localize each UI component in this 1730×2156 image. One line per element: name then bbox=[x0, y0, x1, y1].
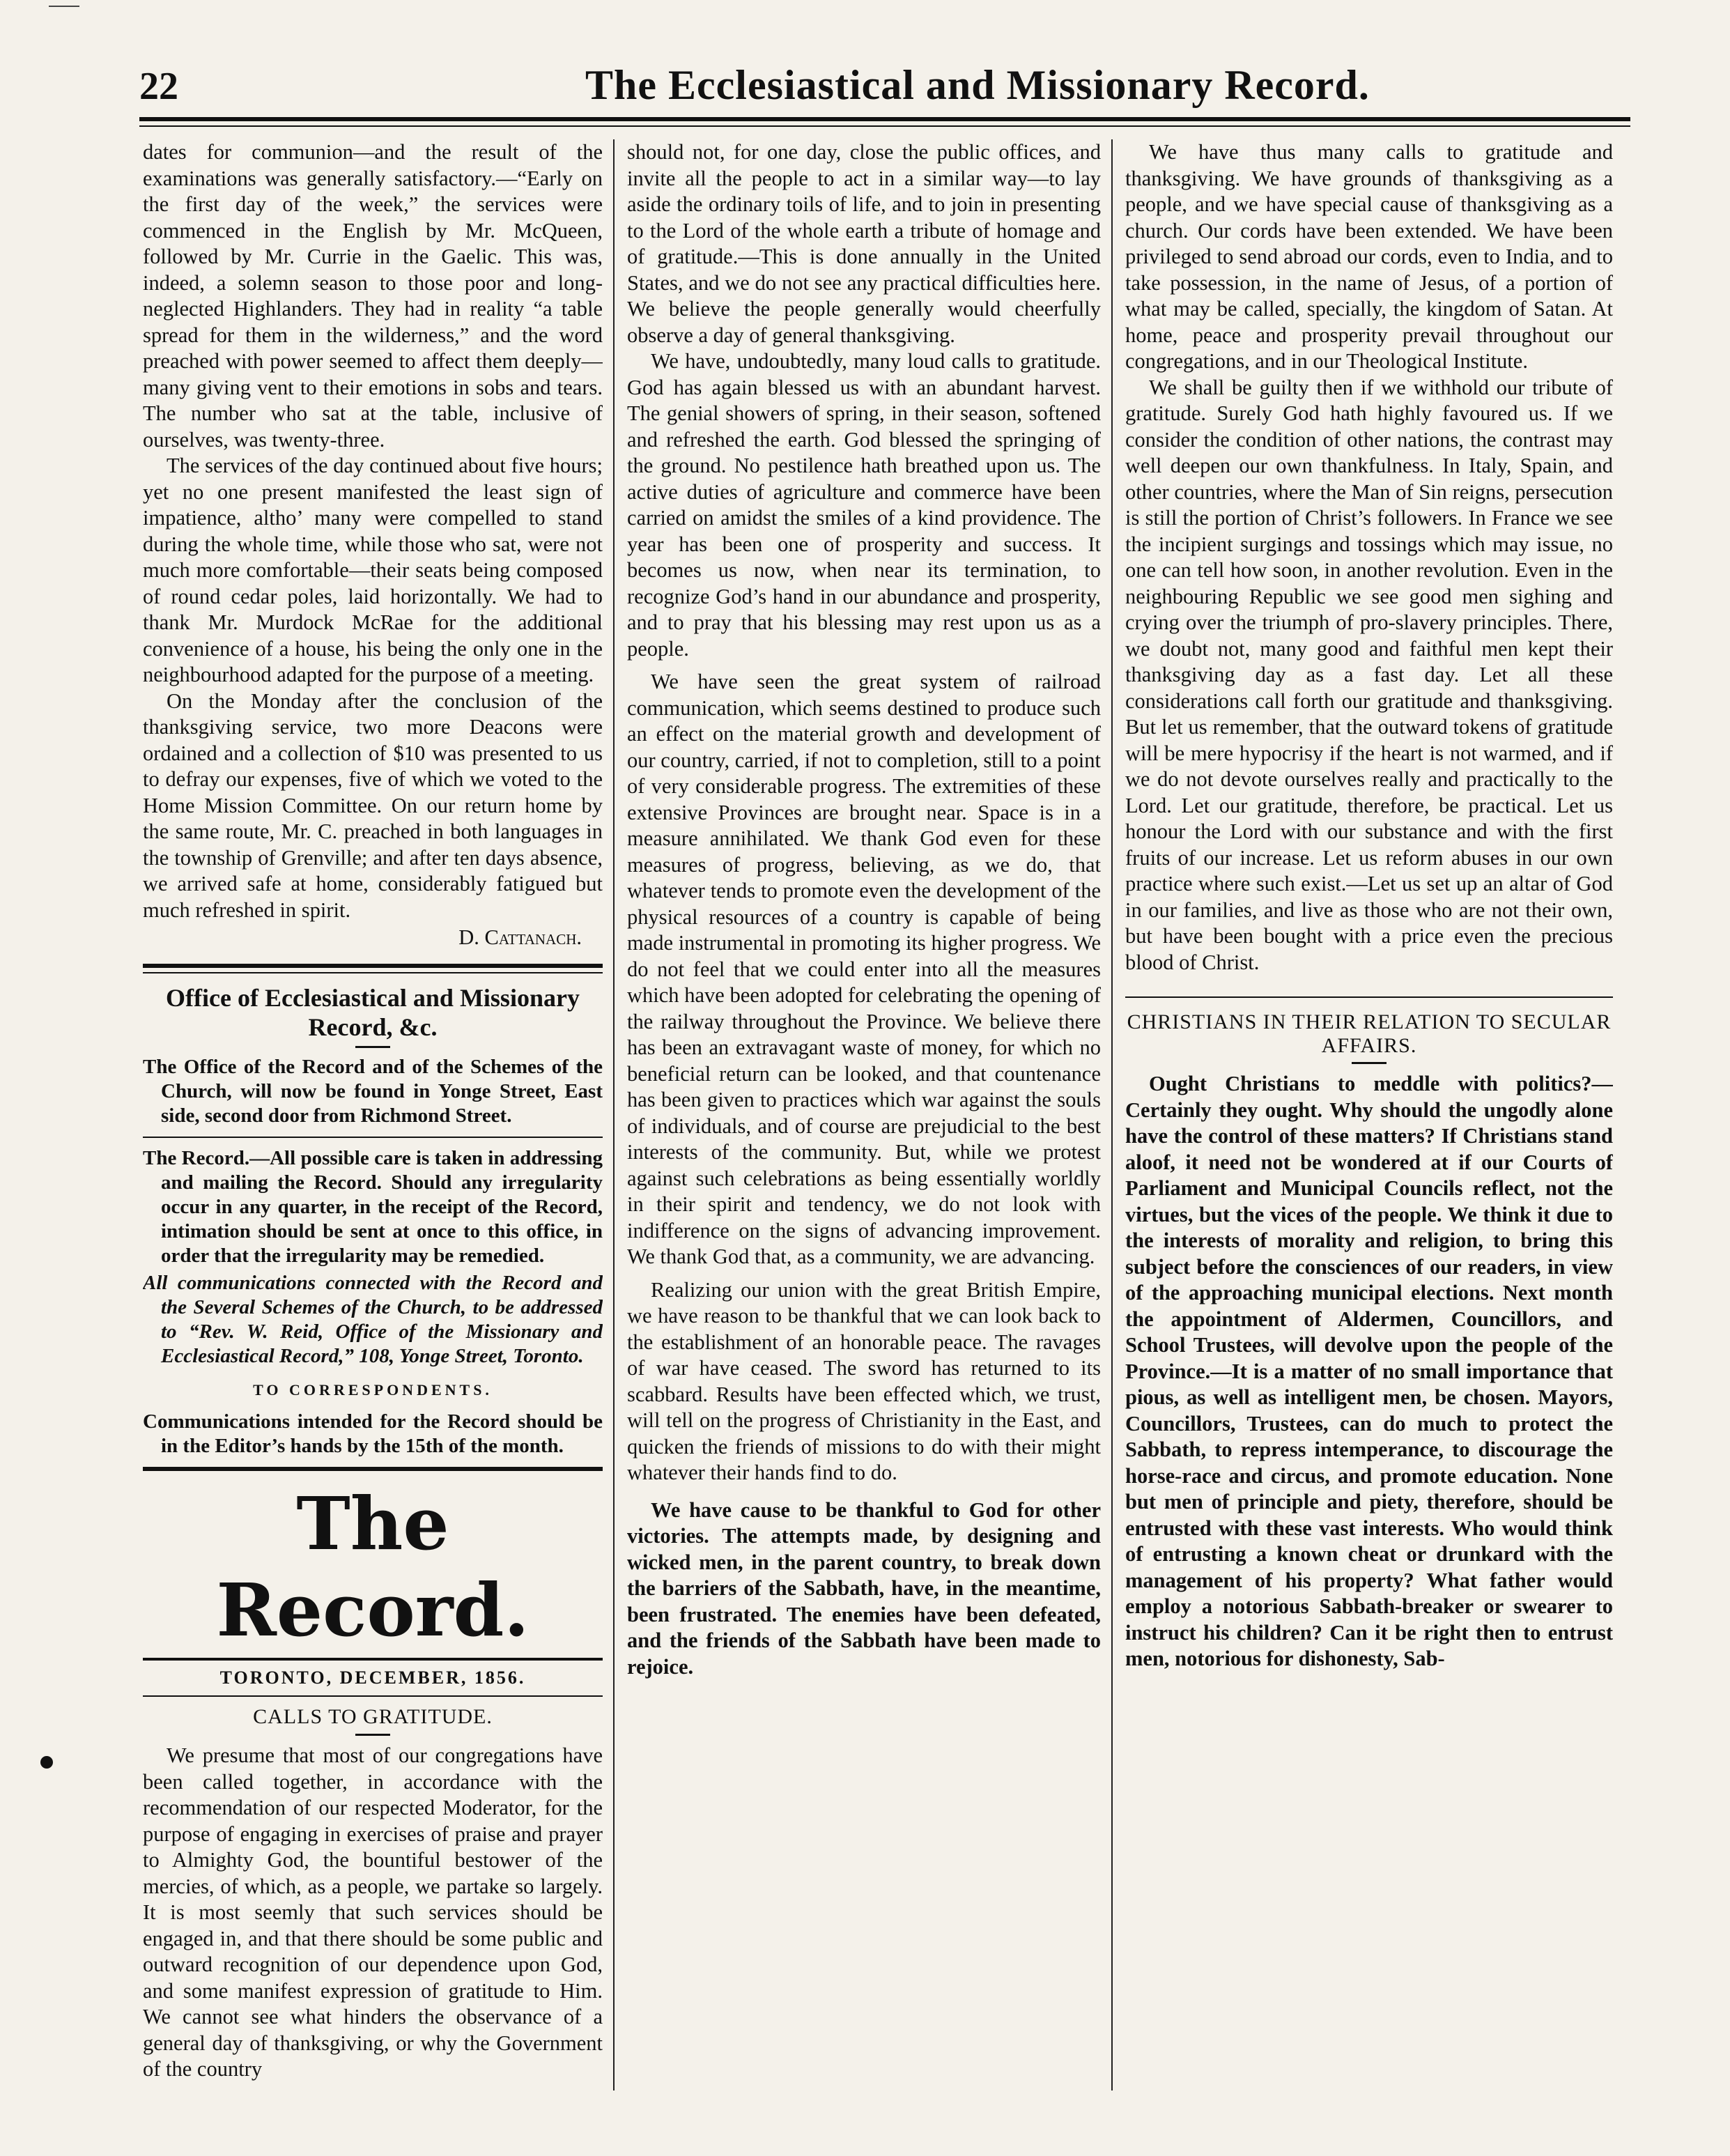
record-notice: The Record.—All possible care is taken in addressing and mailing the Record. Should any irregularity occur in any quarter, in the receipt of the Record, intimation should be sent at once to this office, in order that the irregularity may be remedied. bbox=[143, 1146, 603, 1267]
section-rule-thin bbox=[143, 972, 603, 973]
dateline: TORONTO, DECEMBER, 1856. bbox=[143, 1658, 603, 1697]
paragraph: Ought Christians to meddle with politics?—Certainly they ought. Why should the ungodly alone have the control of these matters? If Christians stand aloof, it need not be wondered at if our Courts of Parliament and Municipal Councils reflect, not the virtues, but the vices of the people. We think it due to the interests of morality and religion, to bring this subject before the consciences of our readers, in view of the approaching municipal elections. Next month the appointment of Aldermen, Councillors, and School Trustees, will devolve upon the people of the Province.—It is a matter of no small importance that pious, as well as intelligent men, be chosen. Mayors, Councillors, Trustees, can do much to protect the Sabbath, to repress intemperance, to discourage the horse-race and circus, and promote education. None but men of principle and piety, therefore, should be entrusted with these vast interests. Who would think of entrusting a known cheat or drunkard with the management of his property? What father would employ a notorious Sabbath-breaker or swearer to instruct his children? Can it be right then to entrust men, notorious for dishonesty, Sab- bbox=[1125, 1072, 1613, 1670]
section-rule bbox=[143, 964, 603, 968]
short-dash bbox=[355, 1734, 390, 1736]
paragraph: We have, undoubtedly, many loud calls to gratitude. God has again blessed us with an abundant harvest. The genial showers of spring, in their season, softened and refreshed the earth. God blessed the springing of the ground. No pestilence hath breathed upon us. The active duties of agriculture and commerce have been carried on amidst the smiles of a kind providence. The year has been one of prosperity and success. It becomes us now, when near its termination, to recognize God’s hand in our abundance and prosperity, and to pray that his blessing may rest upon us as a people. bbox=[627, 349, 1101, 661]
column-rule-1 bbox=[613, 139, 615, 2090]
paragraph: The services of the day continued about five hours; yet no one present manifested the least sign of impatience, altho’ many were compelled to stand during the whole time, while those who sat, were not much more comfortable—their seats being composed of round cedar poles, laid horizontally. We had to thank Mr. Murdock McRae for the additional convenience of a house, his being the only one in the neighbourhood adapted for the purpose of a meeting. bbox=[143, 454, 603, 686]
running-title: The Ecclesiastical and Missionary Record. bbox=[585, 62, 1370, 108]
section-rule bbox=[1125, 996, 1613, 998]
masthead: The Record. bbox=[216, 1481, 530, 1653]
corner-tick-mark bbox=[49, 6, 79, 7]
paragraph: We have seen the great system of railroad communication, which seems destined to produce such an effect on the material growth and development of our country, carried, if not to completion, still to a point of very considerable progress. The extremities of these extensive Provinces are brought near. Space is in a measure annihilated. We thank God even for these measures of progress, believing, as we do, that whatever tends to promote even the development of the physical resources of a country is capable of being made instrumental in promoting its higher progress. We do not feel that we could enter into all the measures which have been adopted for celebrating the opening of the railway throughout the Province. We believe there has been an extravagant waste of money, for which no beneficial return can be looked, and that countenance has been given to practices which war against the souls of individuals, and of course are prejudicial to the best interests of the community. But, while we protest against such celebrations as being essentially worldly in their spirit and tendency, we do not look with indifference on the signs of advancing improvement. We thank God that, as a community, we are advancing. bbox=[627, 670, 1101, 1268]
short-dash bbox=[355, 1046, 390, 1048]
short-dash bbox=[1352, 1062, 1387, 1064]
office-notice: The Office of the Record and of the Schemes of the Church, will now be found in Yonge Street, East side, second door from Richmond Street. bbox=[143, 1055, 603, 1127]
article-title: CALLS TO GRATITUDE. bbox=[253, 1704, 493, 1728]
page-number: 22 bbox=[139, 65, 178, 108]
paragraph: We have cause to be thankful to God for other victories. The attempts made, by designing and wicked men, in the parent country, to break down the barriers of the Sabbath, have, in the meantime, been frustrated. The enemies have been defeated, and the friends of the Sabbath have been made to rejoice. bbox=[627, 1497, 1101, 1679]
communications-notice: All communications connected with the Record and the Several Schemes of the Church, to be addressed to “Rev. W. Reid, Office of the Missionary and Ecclesiastical Record,” 108, Yonge Street, Toronto. bbox=[143, 1271, 603, 1367]
paragraph: On the Monday after the conclusion of the thanksgiving service, two more Deacons were ordained and a collection of $10 was presented to us to defray our expenses, five of which we voted to the Home Mission Committee. On our return home by the same route, Mr. C. preached in both languages in the township of Grenville; and after ten days absence, we arrived safe at home, considerably fatigued but much refreshed in spirit. bbox=[143, 688, 603, 922]
column-1 bbox=[143, 139, 603, 2090]
paragraph: dates for communion—and the result of the examinations was generally satisfactory.—“Early on the first day of the week,” the services were commenced in the English by Mr. McQueen, followed by Mr. Currie in the Gaelic. This was, indeed, a solemn season to those poor and long-neglected Highlanders. They had in reality “a table spread for them in the wilderness,” and the word preached with power seemed to affect them deeply—many giving vent to their emotions in sobs and tears. The number who sat at the table, inclusive of ourselves, was twenty-three. bbox=[143, 140, 603, 452]
page-header bbox=[139, 64, 1630, 113]
paragraph: We shall be guilty then if we withhold our tribute of gratitude. Surely God hath highly favoured us. If we consider the condition of other nations, the contrast may well deepen our own thankfulness. In Italy, Spain, and other countries, where the Man of Sin reigns, persecution is still the portion of Christ’s followers. In France we see the incipient surgings and tossings which may issue, no one can tell how soon, in another revolution. Even in the neighbouring Republic we see good men sighing and crying over the triumph of pro-slavery principles. There, we doubt not, many good and faithful men kept their thanksgiving day as a fast day. Let all these considerations call forth our gratitude and thanksgiving. But let us remember, that the outward tokens of gratitude will be mere hypocrisy if the heart is not warmed, and if we do not devote ourselves really and practically to the Lord. Let our gratitude, therefore, be practical. Let us honour the Lord with our substance and with the first fruits of our increase. Let us reform abuses in our own practice where such exist.—Let us set up an altar of God in our families, and live as those who are not their own, but have been bought with a price even the precious blood of Christ. bbox=[1125, 375, 1613, 974]
paragraph: should not, for one day, close the public offices, and invite all the people to act in a similar way—to lay aside the ordinary toils of life, and to join in presenting to the Lord of the whole earth a tribute of homage and of gratitude.—This is done annually in the United States, and we do not see any practical difficulties here. We believe the people generally would cheerfully observe a day of general thanksgiving. bbox=[627, 140, 1101, 347]
masthead-rule bbox=[143, 1467, 603, 1471]
paragraph: We presume that most of our congregations have been called together, in accordance with the recommendation of our respected Moderator, for the purpose of engaging in exercises of praise and prayer to Almighty God, the bountiful bestower of the mercies, of which, as a people, we partake so largely. It is most seemly that such services should be engaged in, and that there should be some public and outward recognition of our dependence upon God, and some manifest expression of gratitude to Him. We cannot see what hinders the observance of a general day of thanksgiving, or why the Government of the country bbox=[143, 1743, 603, 2081]
paragraph: We have thus many calls to gratitude and thanksgiving. We have grounds of thanksgiving as a people, and we have special cause of thanksgiving as a church. Our cords have been extended. We have been privileged to send abroad our cords, even to India, and to take possession, in the name of Jesus, of a portion of what may be called, specially, the kingdom of Satan. At home, peace and prosperity prevail throughout our congregations, and in our Theological Institute. bbox=[1125, 140, 1613, 373]
header-rule-thin bbox=[139, 125, 1630, 127]
section-title: CHRISTIANS IN THEIR RELATION TO SECULAR AFFAIRS. bbox=[1127, 1010, 1612, 1057]
divider bbox=[143, 1137, 603, 1138]
signature: D. Cattanach. bbox=[458, 925, 582, 949]
correspondents-notice: Communications intended for the Record should be in the Editor’s hands by the 15th of the month. bbox=[143, 1410, 603, 1457]
paragraph: Realizing our union with the great British Empire, we have reason to be thankful that we can look back to the establishment of an honorable peace. The ravages of war have ceased. The sword has returned to its scabbard. Results have been effected which, we trust, will tell on the progress of Christianity in the East, and quicken the friends of missions to do with their might whatever their hands find to do. bbox=[627, 1277, 1101, 1484]
column-2 bbox=[627, 139, 1101, 2090]
column-3 bbox=[1125, 139, 1613, 2090]
correspondents-heading: TO CORRESPONDENTS. bbox=[253, 1380, 493, 1399]
office-heading: Office of Ecclesiastical and Missionary Record, &c. bbox=[166, 983, 580, 1041]
column-rule-2 bbox=[1111, 139, 1113, 2090]
margin-dot bbox=[40, 1756, 53, 1769]
header-rule-thick bbox=[139, 117, 1630, 121]
